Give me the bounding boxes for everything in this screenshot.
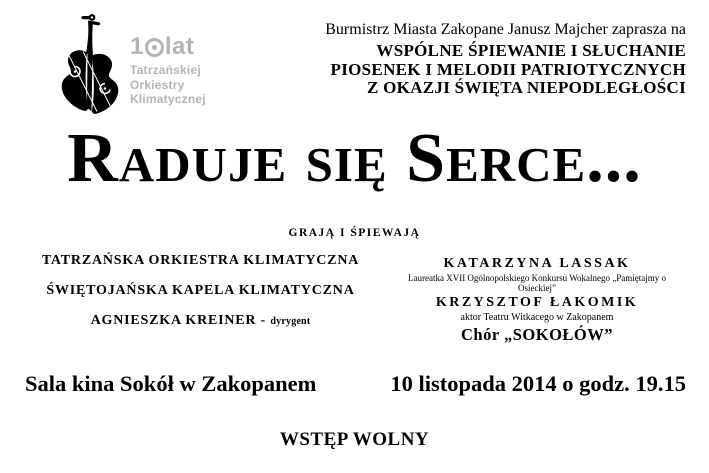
ensemble-name: ŚWIĘTOJAŃSKA KAPELA KLIMATYCZNA [46,283,355,298]
invitation-block [325,21,686,98]
invitation-line: PIOSENEK I MELODII PATRIOTYCZNYCH [330,59,686,79]
orchestra-name-line: Orkiestry [130,77,185,92]
event-info-row [25,371,686,397]
event-venue: Sala kina Sokół w Zakopanem [25,371,317,396]
orchestra-name-line: Tatrzańskiej [130,63,201,77]
soloist-name: KATARZYNA LASSAK [443,256,631,271]
anniversary-word: lat [164,33,195,60]
soloist-description: aktor Teatru Witkacego w Zakopanem [460,312,614,323]
orchestra-logo [59,11,206,115]
circle-zero-icon [145,38,164,57]
event-datetime: 10 listopada 2014 o godz. 19.15 [390,371,686,396]
circle-zero-dot [152,45,157,50]
anniversary-digit: 1 [130,33,144,60]
soloist-description: Laureatka XVII Ogólnopolskiego Konkursu Wokalnego „Pamiętajmy o Osieckiej” [407,273,667,293]
invitation-line: Z OKAZJI ŚWIĘTA NIEPODLEGŁOŚCI [366,78,686,98]
admission-note: WSTĘP WOLNY [279,429,430,450]
section-heading: GRAJĄ I ŚPIEWAJĄ [288,227,421,239]
anniversary-badge [130,33,206,60]
performers-right-column [388,256,686,345]
performers-left-column [18,253,383,343]
conductor-line [18,313,383,329]
soloist-name: KRZYSZTOF ŁAKOMIK [435,295,639,310]
orchestra-name-line: Klimatycznej [130,92,206,106]
ensemble-name: TATRZAŃSKA ORKIESTRA KLIMATYCZNA [41,253,360,268]
conductor-role: dyrygent [270,316,311,327]
invitation-line: WSPÓLNE ŚPIEWANIE I SŁUCHANIE [376,41,686,60]
invitation-intro: Burmistrz Miasta Zakopane Janusz Majcher zaprasza na [325,21,686,38]
violin-icon [59,11,121,115]
choir-name: Chór „SOKOŁÓW” [460,325,613,344]
poster-title: Raduje się Serce... [67,120,642,197]
orchestra-name [130,63,206,107]
conductor-name: AGNIESZKA KREINER - [90,313,267,328]
logo-text [130,11,206,115]
